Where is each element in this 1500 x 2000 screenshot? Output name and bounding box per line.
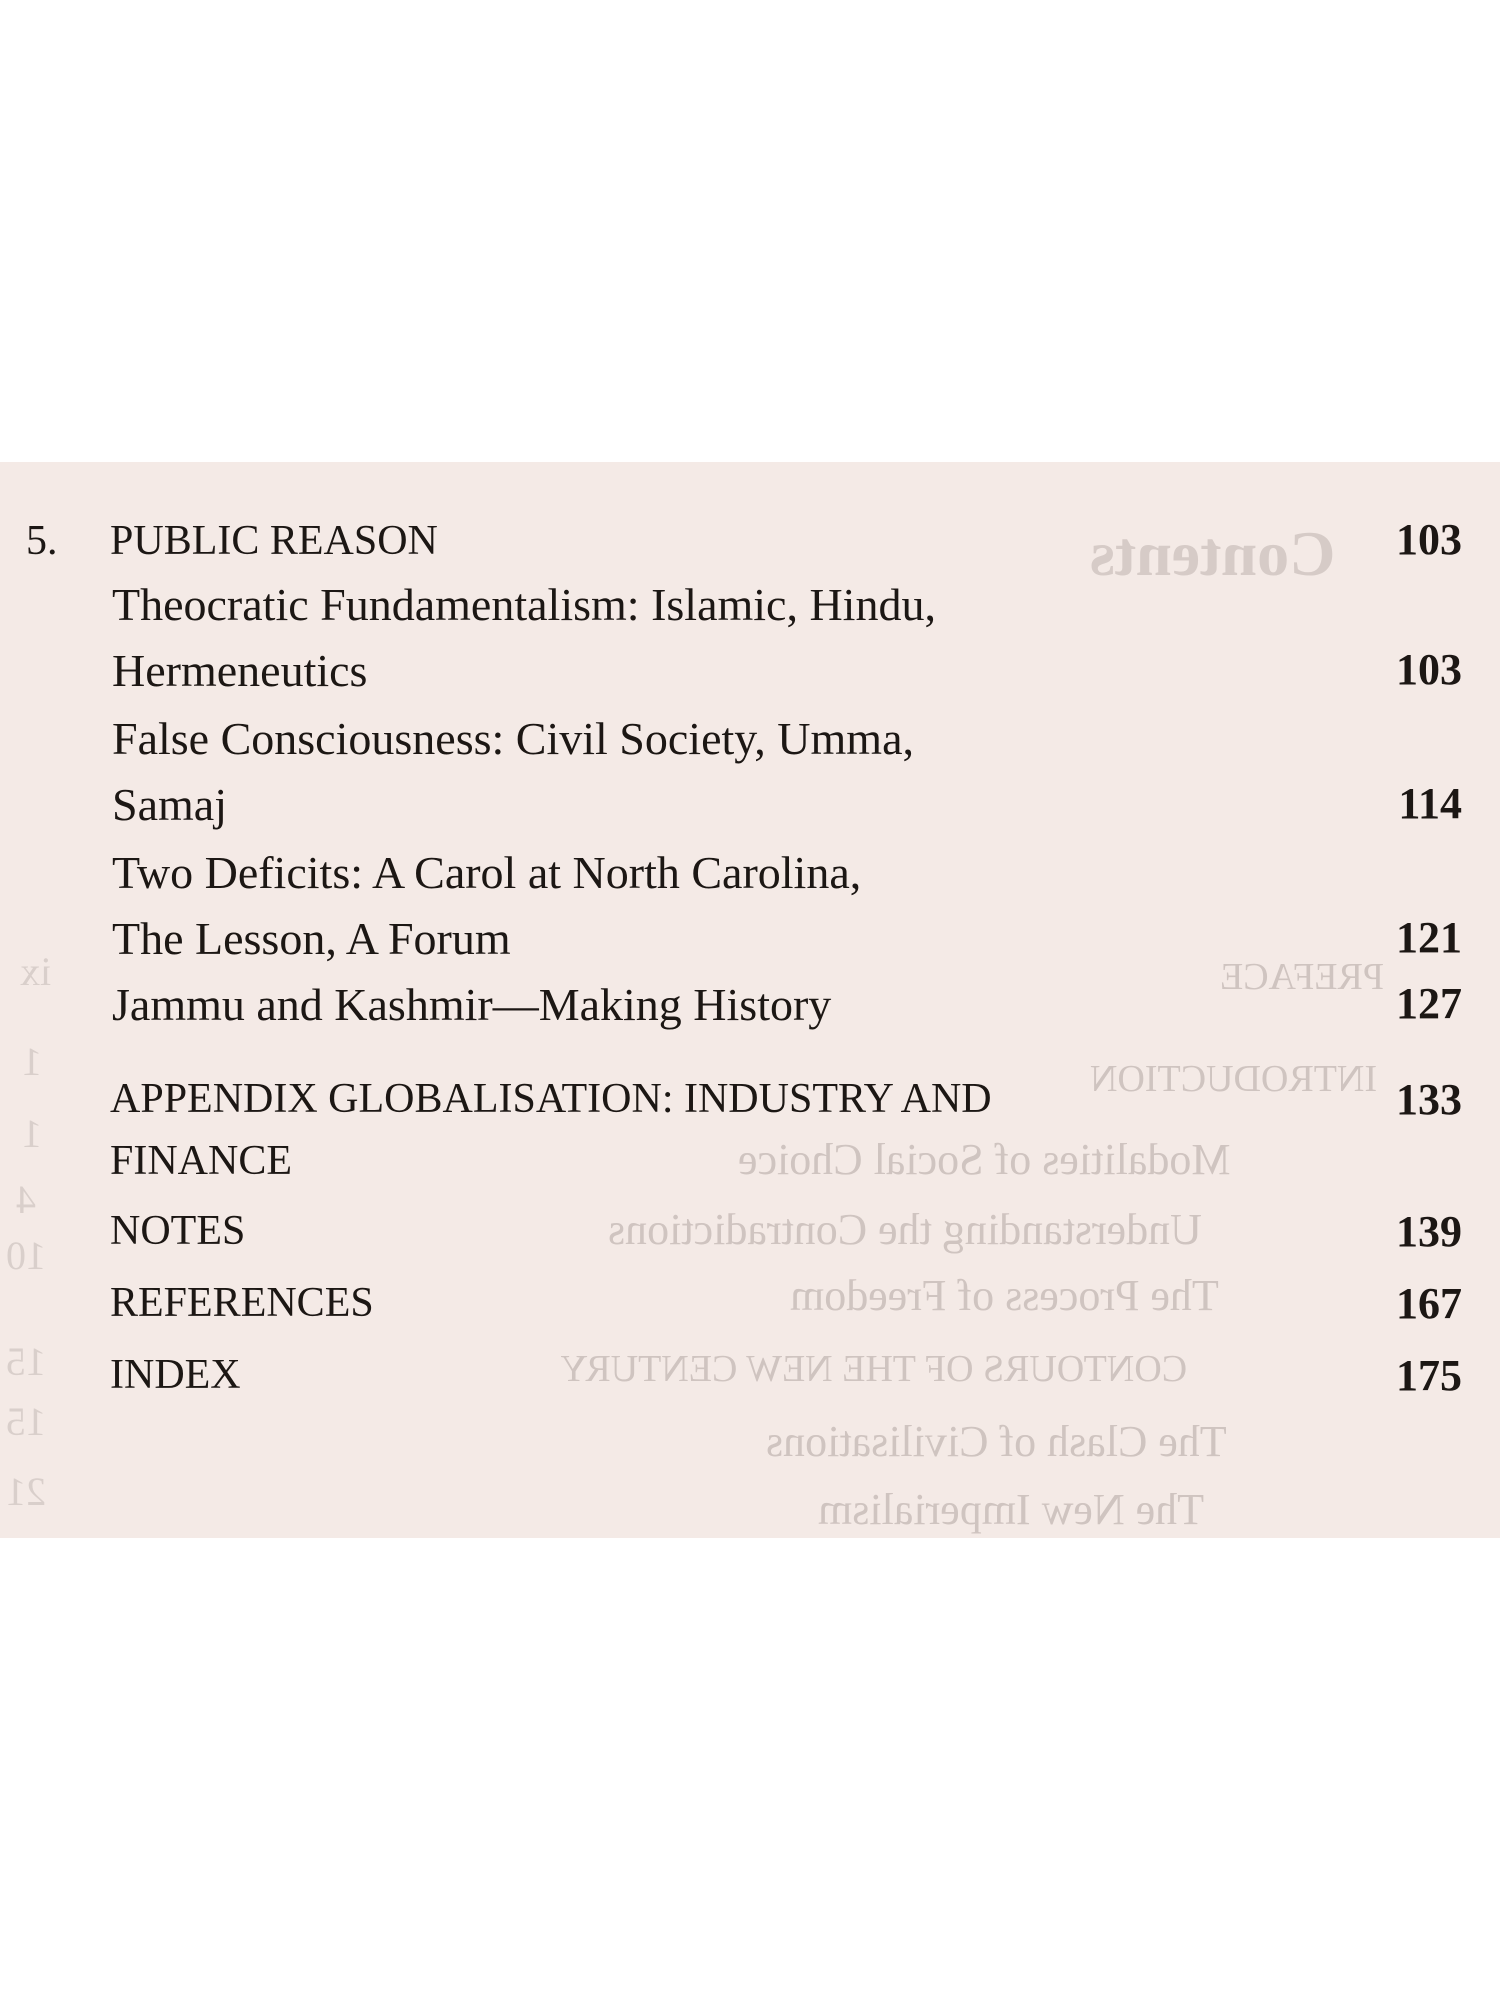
show-through-page-number: 10 [6,1233,46,1278]
show-through-line: INTRODUCTION [1090,1058,1378,1100]
toc-entry-line: Hermeneutics [112,645,368,696]
toc-entry-line: False Consciousness: Civil Society, Umma, [112,713,914,764]
show-through-line: The Process of Freedom [790,1271,1219,1320]
show-through-page-number: 4 [16,1177,36,1222]
toc-entry-line: Samaj [112,779,227,830]
toc-entry-line: Two Deficits: A Carol at North Carolina, [112,847,862,898]
show-through-heading: Contents [1090,518,1336,589]
show-through-page-number: 15 [6,1339,46,1384]
show-through-line: The New Imperialism [818,1485,1205,1534]
show-through-page-number: 1 [22,1039,42,1084]
toc-entry-page: 103 [1396,645,1462,694]
show-through-page-number: ix [20,949,52,994]
toc-entry-line: Jammu and Kashmir—Making History [112,979,832,1030]
notes-page-number: 139 [1396,1207,1462,1256]
references-page-number: 167 [1396,1279,1462,1328]
index-title: INDEX [110,1352,241,1398]
appendix-page-number: 133 [1396,1075,1462,1124]
references-title: REFERENCES [110,1280,374,1326]
index-page-number: 175 [1396,1351,1462,1400]
show-through-line: Understanding the Contradictions [608,1205,1202,1254]
toc-entry-page: 127 [1396,979,1462,1028]
appendix-title-line: APPENDIX GLOBALISATION: INDUSTRY AND [110,1076,992,1122]
notes-title: NOTES [110,1208,246,1254]
chapter-title: PUBLIC REASON [110,518,438,564]
chapter-page-number: 103 [1396,515,1462,564]
show-through-line: CONTOURS OF THE NEW CENTURY [560,1348,1188,1390]
toc-page-scan [0,462,1500,1538]
chapter-number: 5. [26,518,58,564]
appendix-title-line: FINANCE [110,1138,293,1184]
show-through-line: PREFACE [1220,956,1385,998]
toc-entry-page: 114 [1398,779,1462,828]
toc-entry-page: 121 [1396,913,1462,962]
show-through-line: The Clash of Civilisations [766,1417,1227,1466]
toc-entry-line: The Lesson, A Forum [112,913,511,964]
toc-entry-line: Theocratic Fundamentalism: Islamic, Hindu, [112,579,936,630]
show-through-line: Modalities of Social Choice [738,1135,1231,1184]
show-through-page-number: 21 [6,1469,46,1514]
show-through-page-number: 15 [6,1399,46,1444]
show-through-page-number: 1 [22,1111,42,1156]
